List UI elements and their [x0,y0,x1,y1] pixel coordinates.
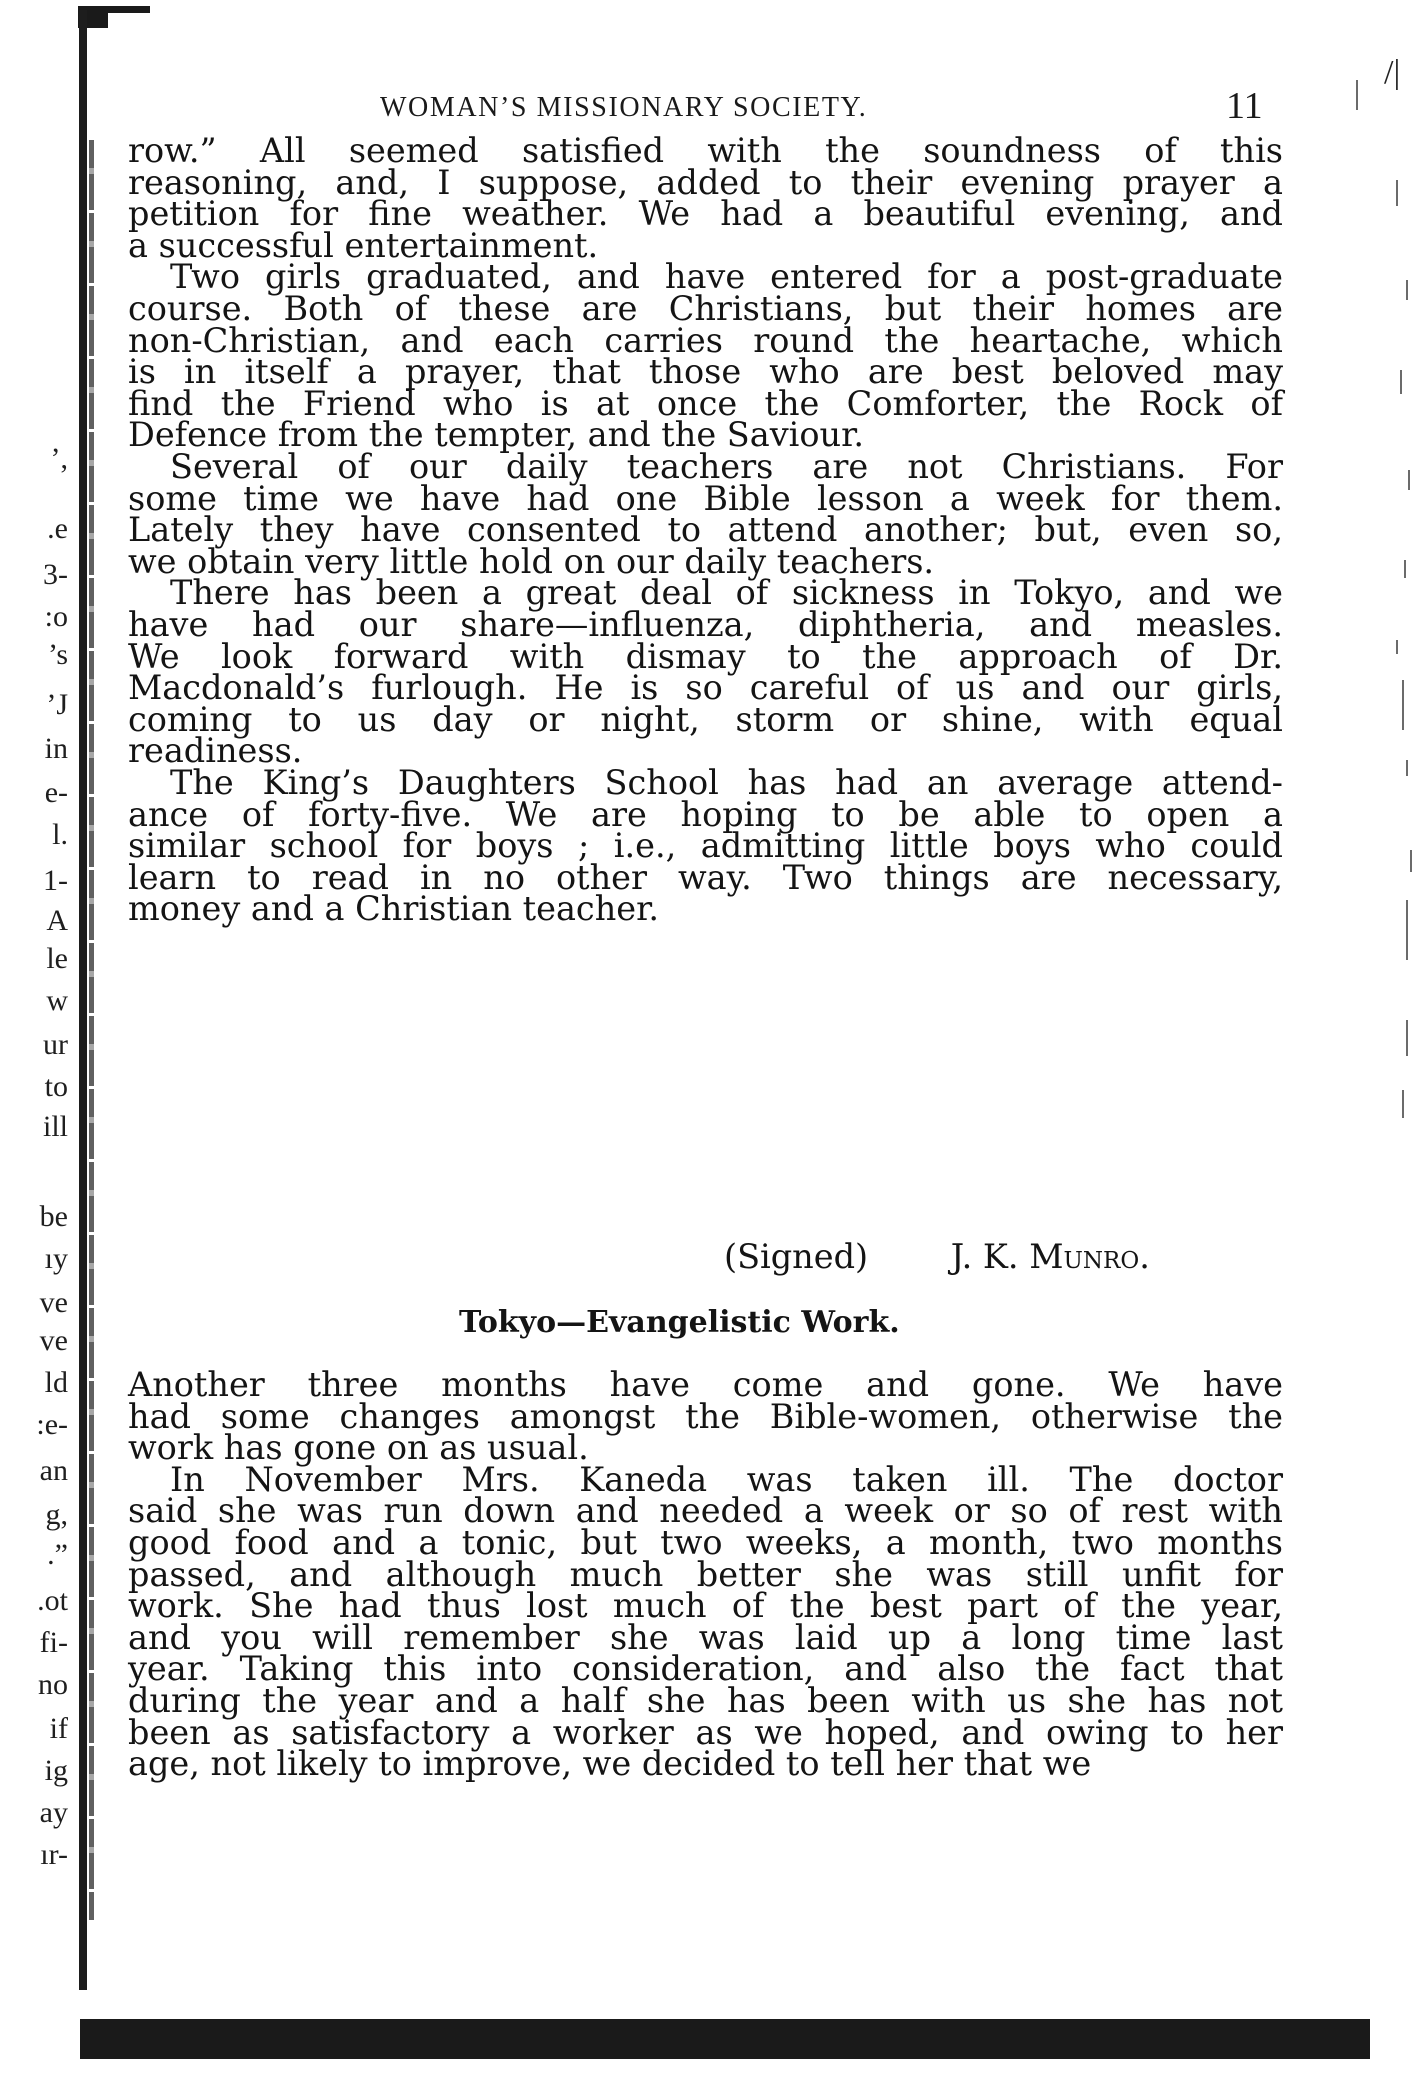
margin-fragment: g, [45,1498,68,1531]
margin-fragment: ur [43,1028,68,1061]
right-edge-marks [1376,40,1426,1240]
margin-fragment: ld [44,1366,68,1399]
margin-fragment: 3- [43,558,68,591]
margin-fragment: ve [39,1286,68,1319]
text-line: similar school for boys ; i.e., admitting little boys who could [128,826,1283,866]
text-line: said she was run down and needed a week or so of rest with [128,1491,1283,1531]
edge-dash [1404,560,1406,578]
text-line: work has gone on as usual. [128,1428,589,1468]
text-line: Another three months have come and gone. We have [128,1365,1283,1404]
edge-dash [1408,470,1410,490]
binding-spine-edge [89,140,94,1920]
text-line: some time we have had one Bible lesson a week for them. [128,478,1283,518]
edge-dash [1402,1090,1404,1118]
section-heading: Tokyo—Evangelistic Work. [459,1305,900,1340]
margin-fragment: to [44,1070,68,1103]
margin-fragment: :o [44,600,68,633]
edge-dash [1406,760,1408,776]
margin-fragment: le [46,942,68,975]
text-line: a successful entertainment. [128,225,599,265]
margin-fragment: ig [44,1754,68,1787]
signed-label: (Signed) [724,1237,869,1276]
text-line: course. Both of these are Christians, but their homes are [128,289,1283,328]
text-line: been as satisfactory a worker as we hoped, and owing to her [128,1712,1283,1752]
margin-fragment: an [39,1454,68,1487]
edge-dash [1402,680,1404,730]
running-head: WOMAN’S MISSIONARY SOCIETY. [380,92,868,123]
margin-fragment: .e [47,512,68,545]
margin-fragment: A [46,904,68,937]
text-line: We look forward with dismay to the approach of Dr. [128,636,1283,676]
margin-fragment: ’, [50,442,68,475]
text-line: Lately they have consented to attend another; but, even so, [128,510,1283,550]
edge-dash [1396,640,1398,654]
margin-fragment: 1- [43,864,68,897]
text-line: money and a Christian teacher. [128,889,660,929]
text-line: had some changes amongst the Bible-women, otherwise the [128,1396,1283,1436]
text-line: work. She had thus lost much of the best part of the year, [128,1586,1283,1626]
edge-dash [1406,1020,1408,1056]
edge-dash [1406,900,1408,960]
signature-surname: Munro. [1029,1237,1150,1276]
signature-initials: J. K. [950,1237,1019,1276]
edge-dash [1396,180,1398,206]
text-line: row.” All seemed satisfied with the soundness of this [128,131,1283,170]
margin-fragment: e- [44,776,68,809]
edge-dash [1400,370,1402,394]
margin-fragment: ’J [46,688,68,721]
margin-fragment: :e- [36,1408,68,1441]
margin-fragment: ’s [47,638,68,671]
text-line: non-Christian, and each carries round the heartache, which [128,320,1283,360]
margin-fragment: in [44,732,68,765]
text-line: In November Mrs. Kaneda was taken ill. The doctor [170,1459,1283,1499]
margin-fragment: ıy [44,1242,68,1275]
text-line: petition for fine weather. We had a beautiful evening, and [128,194,1283,234]
text-line: we obtain very little hold on our daily teachers. [128,541,935,581]
text-line: is in itself a prayer, that those who are best beloved may [128,352,1283,392]
margin-fragment: if [49,1712,68,1745]
text-line: passed, and although much better she was still unfit for [128,1554,1283,1594]
margin-fragment: ır- [40,1838,68,1871]
text-line: find the Friend who is at once the Comforter, the Rock of [128,383,1283,423]
margin-fragment: ay [39,1796,68,1829]
signature-line [724,1236,1150,1278]
text-line: age, not likely to improve, we decided to tell her that we [128,1744,1092,1784]
margin-fragment: l. [52,818,68,851]
margin-fragment: fi- [39,1626,68,1659]
text-line: learn to read in no other way. Two things are necessary, [128,857,1283,897]
text-line: and you will remember she was laid up a long time last [128,1617,1283,1657]
edge-dash [1410,850,1412,872]
margin-fragment: w [46,984,68,1017]
margin-fragment: .ot [37,1584,68,1617]
margin-fragment: ve [39,1324,68,1357]
text-line: The King’s Daughters School has had an average attend- [170,763,1283,802]
facing-page-fragments [0,0,72,2087]
text-line: readiness. [128,731,303,771]
margin-fragment: .” [47,1538,68,1571]
text-line: good food and a tonic, but two weeks, a month, two months [128,1523,1283,1562]
page-bottom-bar [80,2019,1370,2059]
margin-fragment: be [39,1200,68,1233]
text-line: Macdonald’s furlough. He is so careful of us and our girls, [128,668,1283,708]
edge-dash [1406,280,1408,300]
edge-dash [1356,80,1358,110]
binding-spine-line [79,10,87,1990]
text-line: reasoning, and, I suppose, added to their evening prayer a [128,162,1283,202]
margin-fragment: no [38,1668,68,1701]
text-line: Two girls graduated, and have entered for a post-graduate [170,257,1283,297]
text-line: There has been a great deal of sickness in Tokyo, and we [170,573,1283,613]
text-line: ance of forty-five. We are hoping to be able to open a [128,794,1283,834]
margin-fragment: ill [42,1110,68,1143]
text-line: during the year and a half she has been with us she has not [128,1681,1283,1720]
text-line: Defence from the tempter, and the Saviour. [128,415,865,455]
text-line: Several of our daily teachers are not Christians. For [170,447,1283,486]
text-line: year. Taking this into consideration, and also the fact that [128,1649,1283,1689]
page-number: 11 [1226,85,1263,127]
text-line: coming to us day or night, storm or shine, with equal [128,699,1283,739]
text-line: have had our share—influenza, diphtheria, and measles. [128,605,1283,644]
edge-mark: /| [1384,54,1401,91]
